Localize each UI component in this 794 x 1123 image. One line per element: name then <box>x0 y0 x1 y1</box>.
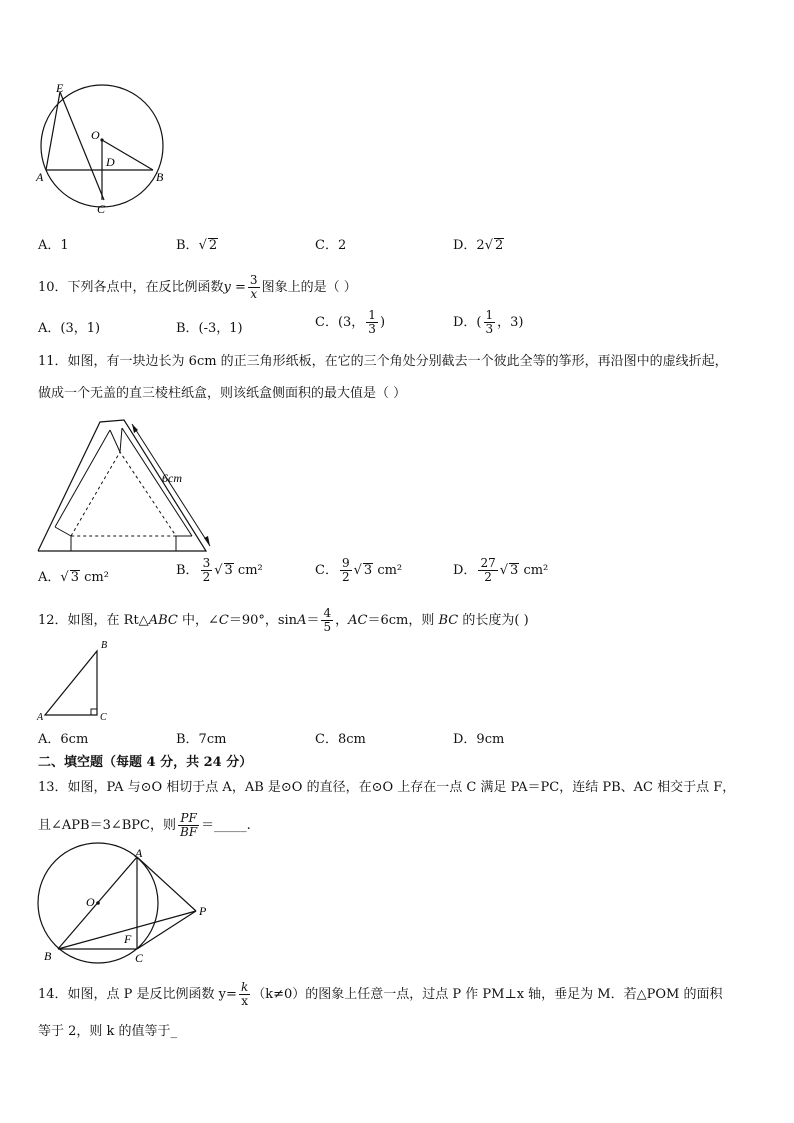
q13-line-pa <box>137 857 196 911</box>
q12-option-b: B．7cm <box>176 732 227 747</box>
q9-label-d: D <box>106 155 115 169</box>
q12-option-d: D．9cm <box>453 732 505 747</box>
q9-label-a: A <box>36 170 44 184</box>
q11-option-d: D． $\frac{27}{2}$ √ 3 cm² <box>453 556 549 584</box>
q10-option-b: B．(-3，1) <box>176 321 243 336</box>
q13-label-p: P <box>199 904 207 918</box>
q11-option-a: A．√ 3 cm² <box>38 570 109 585</box>
q12-option-c: C．8cm <box>315 732 366 747</box>
q12-label-a: A <box>37 712 44 723</box>
q13-line1: 13．如图，PA 与⊙O 相切于点 A，AB 是⊙O 的直径，在⊙O 上存在一点 C 满足 PA＝PC，连结 PB、AC 相交于点 F， <box>38 780 736 795</box>
q12-label-b: B <box>101 640 108 651</box>
q14-line2: 等于 2，则 k 的值等于_ <box>38 1024 178 1039</box>
q13-label-b: B <box>44 949 52 963</box>
section2-title: 二、填空题（每题 4 分，共 24 分） <box>38 755 253 770</box>
q13-label-o: O <box>86 895 95 909</box>
q13-label-c: C <box>135 951 144 965</box>
q11-option-b: B． $\frac{3}{2}$ √ 3 cm² <box>176 556 263 584</box>
q13-label-f: F <box>124 932 132 946</box>
q13-center-dot <box>96 901 100 905</box>
q9-option-c: C．2 <box>315 238 347 253</box>
q9-option-d: D．2√ 2 <box>453 238 504 253</box>
q9-label-c: C <box>97 202 106 216</box>
q9-option-a: A．1 <box>38 238 69 253</box>
q10-option-d: D．( $\frac{1}{3}$ ，3) <box>453 308 524 336</box>
q9-option-b: B．√ 2 <box>176 238 218 253</box>
q14-line1: 14．如图，点 P 是反比例函数 y= $\frac{k}{x}$ （k≠0）的图象上任意一点，过点 P 作 PM⊥x 轴，垂足为 M．若△POM 的面积 <box>38 980 723 1008</box>
q12-question: 12．如图，在 Rt△ABC 中，∠C＝90°，sinA＝ $\frac{4}{5}$ ，AC＝6cm，则 BC 的长度为( ) <box>38 606 529 634</box>
q13-line2: 且∠APB＝3∠BPC，则 $\frac{PF}{BF}$ ＝_____. <box>38 811 251 839</box>
q9-label-b: B <box>156 170 164 184</box>
q9-label-o: O <box>91 128 100 142</box>
q11-line2: 做成一个无盖的直三棱柱纸盒，则该纸盒侧面积的最大值是（ ） <box>38 386 407 401</box>
q10-option-c: C．(3， $\frac{1}{3}$ ) <box>315 308 386 336</box>
q12-label-c: C <box>100 712 107 723</box>
q11-option-c: C． $\frac{9}{2}$ √ 3 cm² <box>315 556 403 584</box>
q9-label-e: E <box>56 81 64 95</box>
q11-label-6cm: 6cm <box>162 471 182 485</box>
q11-line1: 11．如图，有一块边长为 6cm 的正三角形纸板，在它的三个角处分别截去一个彼此全等的筝形，再沿图中的虚线折起， <box>38 354 728 369</box>
q10-question: 10．下列各点中，在反比例函数y = $\frac{3}{x}$ 图象上的是（ ） <box>38 273 357 301</box>
q12-option-a: A．6cm <box>38 732 89 747</box>
q10-option-a: A．(3，1) <box>38 321 101 336</box>
q13-line-pc <box>137 911 196 949</box>
q13-label-a: A <box>135 846 143 860</box>
